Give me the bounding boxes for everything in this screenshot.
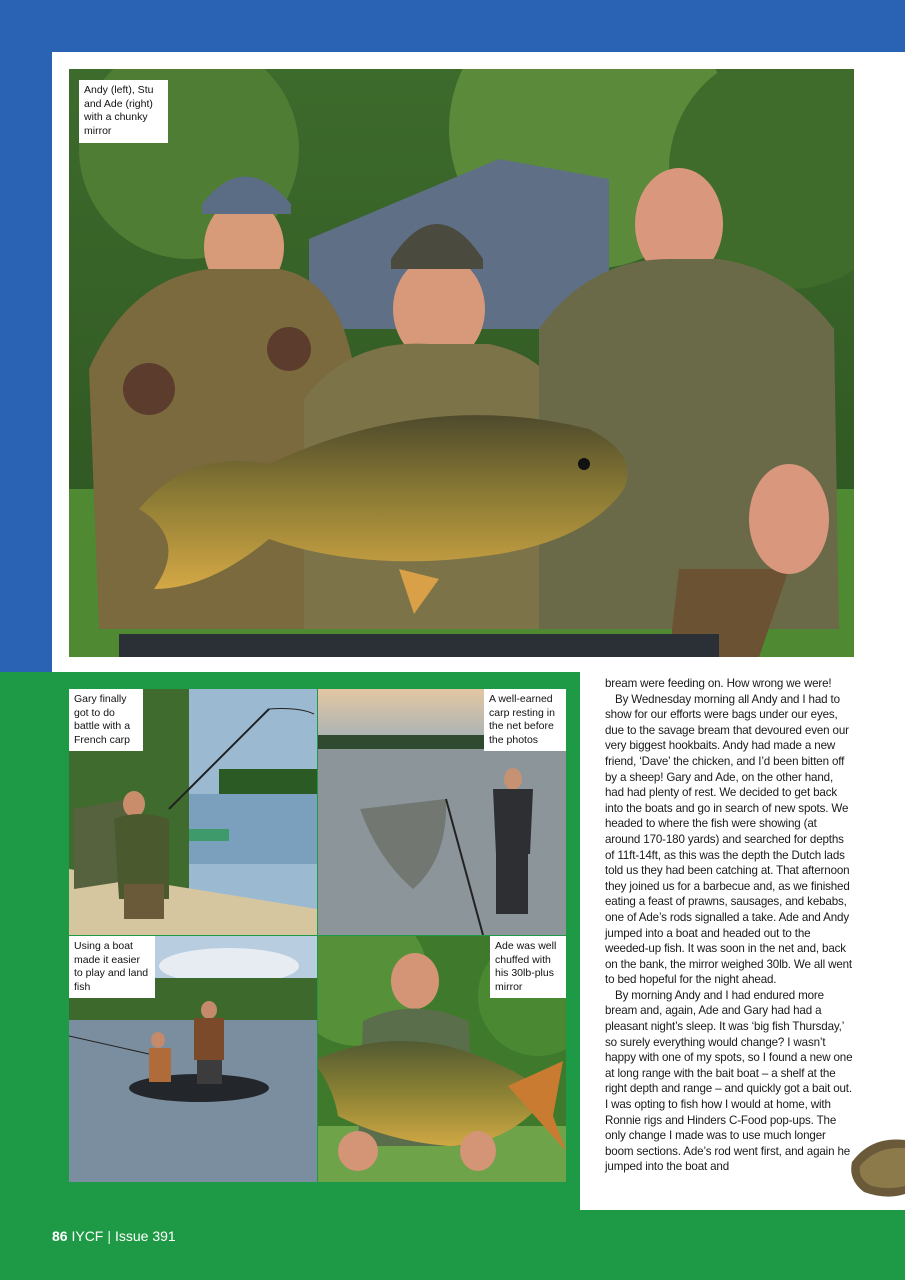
main-photo-three-anglers-with-mirror-carp [69, 69, 854, 657]
caption-main-photo: Andy (left), Stu and Ade (right) with a chunky mirror [79, 80, 168, 143]
caption-ade-photo: Ade was well chuffed with his 30lb-plus mirror [490, 936, 566, 998]
caption-net-photo: A well-earned carp resting in the net before the photos [484, 689, 566, 751]
article-paragraph-1: bream were feeding on. How wrong we were! [605, 677, 832, 690]
article-paragraph-2: By Wednesday morning all Andy and I had to show for our efforts were bags under our eyes, due to the savage bream that devoured even our very biggest hookbaits. Andy had made a new friend, ‘Dave’ the chicken, and I’d been bitten off by a sheep! Gary and Ade, on the other hand, had had plenty of rest. We decided to get back into the boats and go in search of new spots. We headed to where the fish were showing (at around 170-180 yards) and searched for depths of 11ft-14ft, as this was the depth the Dutch lads told us they had been catching at. That afternoon they joined us for a barbecue and, as we finished eating a feast of prawns, sausages, and kebabs, one of Ade’s rods signalled a take. Ade and Andy jumped into a boat and headed out to the weeded-up fish. It was soon in the net and, back on the bank, the mirror weighed 30lb. We all went to bed hopeful for the night ahead. [605, 692, 852, 987]
magazine-name: IYCF [71, 1228, 104, 1244]
folio-separator: | [107, 1228, 111, 1244]
caption-boat-photo: Using a boat made it easier to play and land fish [69, 936, 155, 998]
page-folio [52, 1228, 176, 1244]
caption-gary-photo: Gary finally got to do battle with a French carp [69, 689, 143, 751]
article-body [605, 676, 853, 1175]
edge-fish-decoration [846, 1134, 905, 1200]
issue-number: Issue 391 [115, 1228, 176, 1244]
page-number: 86 [52, 1228, 68, 1244]
article-paragraph-3: By morning Andy and I had endured more bream and, again, Ade and Gary had had a pleasant night’s sleep. It was ‘big fish Thursday,’ so surely everything would change? I wasn’t happy with one of my spots, so I found a new one at long range with the bait boat – a shelf at the right depth and range – and quickly got a bait out. I was opting to fish how I would at home, with Ronnie rigs and Hinders C-Food pop-ups. The only change I made was to use much longer boom sections. Ade’s rod went first, and again he jumped into the boat and [605, 988, 853, 1174]
